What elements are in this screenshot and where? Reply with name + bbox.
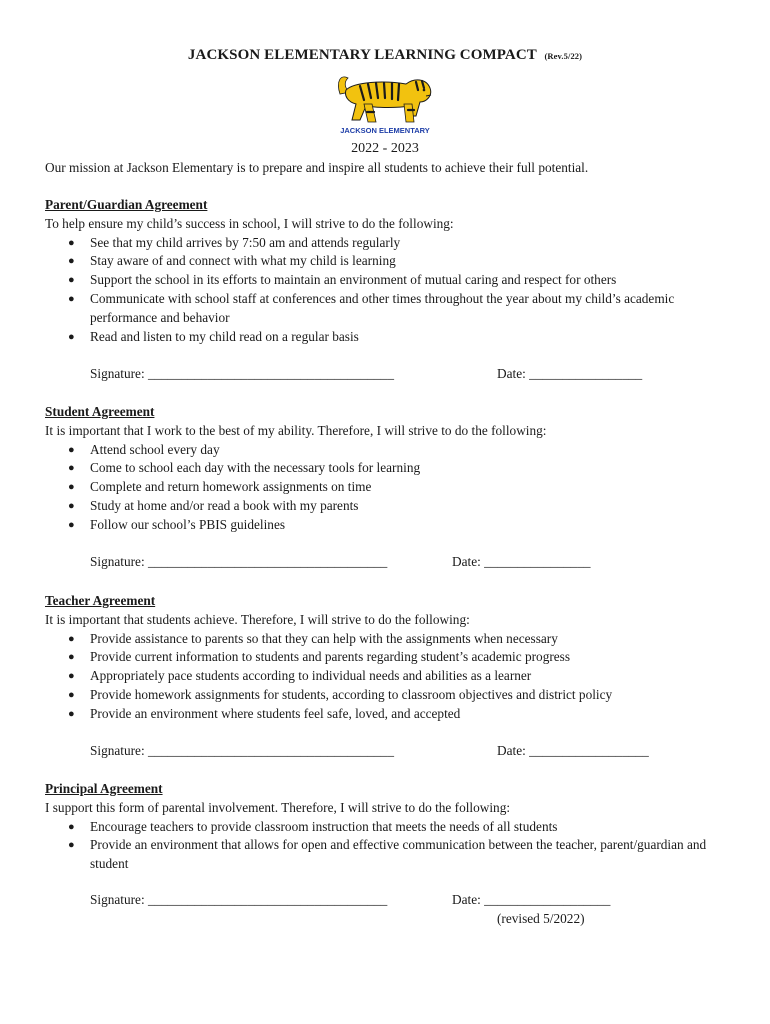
bullet-icon: ● [68,670,75,683]
list-item: ● Appropriately pace students according to individual needs and abilities as a learner [45,667,725,686]
list-item: ● Read and listen to my child read on a regular basis [45,328,725,347]
bullet-icon: ● [68,499,75,512]
teacher-signature-line[interactable]: Signature: _____________________________________ [90,743,394,758]
student-signature-line[interactable]: Signature: ____________________________________ [90,554,388,569]
document-title [0,47,770,64]
list-item: ● Communicate with school staff at conferences and other times throughout the year about my child’s academic performance and behavior [68,290,675,325]
logo-caption: JACKSON ELEMENTARY [340,126,430,135]
list-item: ● Provide homework assignments for students, according to classroom objectives and district policy [45,686,725,705]
bullet-icon: ● [68,651,75,664]
principal-list [45,818,725,874]
principal-signature-line[interactable]: Signature: ____________________________________ [90,892,388,907]
teacher-list [45,630,725,724]
mission-statement: Our mission at Jackson Elementary is to prepare and inspire all students to achieve their full potential. [45,160,589,175]
parent-section [45,196,725,346]
bullet-icon: ● [68,255,75,268]
tiger-eye [423,89,426,92]
list-item: ● See that my child arrives by 7:50 am and attends regularly [45,234,725,253]
list-item: ● Attend school every day [45,441,725,460]
student-date-line[interactable]: Date: ________________ [452,554,591,569]
bullet-icon: ● [68,820,75,833]
principal-title: Principal Agreement [45,781,163,796]
list-item: ● Support the school in its efforts to maintain an environment of mutual caring and respect for others [45,271,725,290]
list-item: ● Complete and return homework assignments on time [45,478,725,497]
bullet-icon: ● [68,330,75,343]
parent-intro: To help ensure my child’s success in school, I will strive to do the following: [45,215,454,231]
bullet-icon: ● [68,236,75,249]
student-intro: It is important that I work to the best of my ability. Therefore, I will strive to do the following: [45,422,547,438]
revision-note: (Rev.5/22) [544,51,583,61]
parent-list [45,234,725,347]
list-item: ● Provide an environment where students feel safe, loved, and accepted [45,705,725,724]
parent-title: Parent/Guardian Agreement [45,197,208,212]
list-item: ● Provide current information to students and parents regarding student’s academic progress [45,648,725,667]
bullet-icon: ● [68,274,75,287]
bullet-icon: ● [68,632,75,645]
bullet-icon: ● [68,481,75,494]
principal-intro: I support this form of parental involvement. Therefore, I will strive to do the following: [45,799,511,815]
bullet-icon: ● [68,707,75,720]
principal-date-line[interactable]: Date: ___________________ [452,892,611,907]
title-text: JACKSON ELEMENTARY LEARNING COMPACT [187,47,537,63]
bullet-icon: ● [68,443,75,456]
list-item: ● Provide assistance to parents so that they can help with the assignments when necessary [45,630,725,649]
bullet-icon: ● [68,518,75,531]
principal-section [45,780,725,874]
list-item: ● Study at home and/or read a book with my parents [45,497,725,516]
school-year: 2022 - 2023 [351,141,419,156]
list-item: ● Provide an environment that allows for open and effective communication between the teacher, parent/guardian and student [68,837,707,872]
teacher-date-line[interactable]: Date: __________________ [497,743,649,758]
teacher-section [45,592,725,724]
bullet-icon: ● [68,839,75,852]
parent-signature-line[interactable]: Signature: _____________________________________ [90,366,394,381]
revised-note: (revised 5/2022) [497,911,585,926]
parent-date-line[interactable]: Date: _________________ [497,366,643,381]
list-item: ● Encourage teachers to provide classroom instruction that meets the needs of all students [45,818,725,837]
bullet-icon: ● [68,462,75,475]
student-section [45,403,725,535]
bullet-icon: ● [68,292,75,305]
list-item: ● Come to school each day with the necessary tools for learning [45,459,725,478]
student-list [45,441,725,535]
teacher-title: Teacher Agreement [45,593,156,608]
list-item: ● Follow our school’s PBIS guidelines [45,516,725,535]
student-title: Student Agreement [45,404,155,419]
teacher-intro: It is important that students achieve. Therefore, I will strive to do the following: [45,611,470,627]
tiger-leg-front [404,104,414,122]
list-item: ● Stay aware of and connect with what my child is learning [45,252,725,271]
bullet-icon: ● [68,688,75,701]
